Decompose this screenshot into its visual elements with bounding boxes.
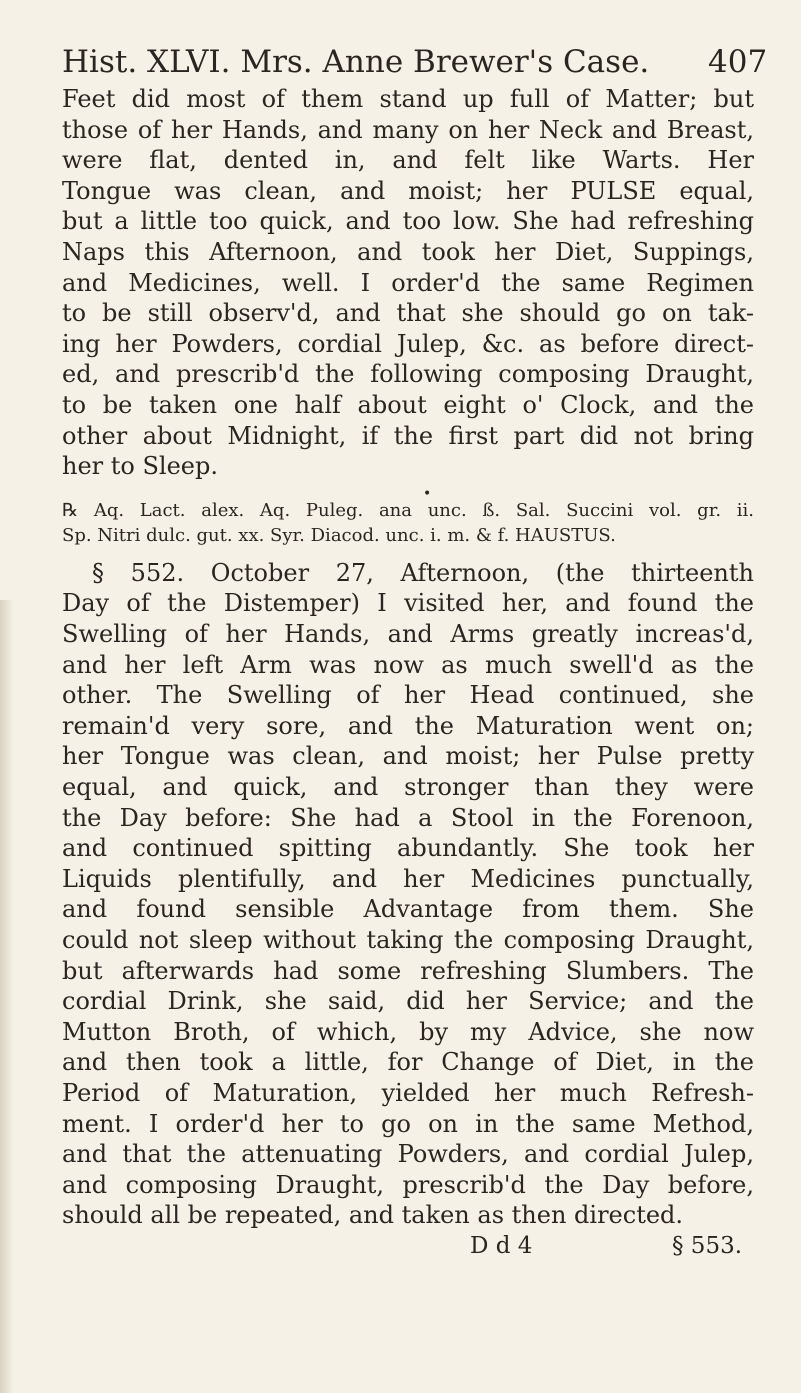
section-line: Day of the Distemper) I visited her, and found the <box>62 589 754 618</box>
section-line: Period of Maturation, yielded her much Refresh- <box>62 1079 754 1107</box>
prescription-line: ℞ Aq. Lact. alex. Aq. Puleg. ana unc. ß. Sal. Succini vol. gr. ii. <box>62 499 754 521</box>
body-line: were flat, dented in, and felt like Warts. Her <box>62 146 754 175</box>
section-line: Liquids plentifully, and her Medicines punctually, <box>62 864 754 893</box>
section-line: other. The Swelling of her Head continued, she <box>62 681 754 710</box>
running-head-title: Hist. XLVI. Mrs. Anne Brewer's Case. <box>62 44 650 80</box>
body-line: Naps this Afternoon, and took her Diet, Suppings, <box>62 238 754 266</box>
body-line: and Medicines, well. I order'd the same Regimen <box>62 268 754 297</box>
body-line: to be taken one half about eight o' Clock, and the <box>62 391 754 419</box>
page-number: 407 <box>708 44 768 80</box>
section-line: cordial Drink, she said, did her Service; and the <box>62 987 754 1016</box>
section-line: and her left Arm was now as much swell'd as the <box>62 650 754 679</box>
section-line: and continued spitting abundantly. She took her <box>62 834 754 863</box>
body-line: other about Midnight, if the first part did not bring <box>62 421 754 450</box>
body-line: Feet did most of them stand up full of Matter; but <box>62 85 754 113</box>
section-line: and found sensible Advantage from them. She <box>62 895 754 924</box>
section-line: her Tongue was clean, and moist; her Pulse pretty <box>62 742 754 771</box>
section-line: could not sleep without taking the composing Draught, <box>62 926 754 954</box>
signature-mark: D d 4 <box>470 1233 533 1259</box>
body-line: ing her Powders, cordial Julep, &c. as before direct- <box>62 329 754 358</box>
catchword: § 553. <box>672 1233 743 1259</box>
section-line: but afterwards had some refreshing Slumbers. The <box>62 956 754 985</box>
section-line: ment. I order'd her to go on in the same Method, <box>62 1109 754 1138</box>
section-line: the Day before: She had a Stool in the Forenoon, <box>62 803 754 832</box>
section-line: Mutton Broth, of which, by my Advice, she now <box>62 1017 754 1046</box>
section-line: and then took a little, for Change of Diet, in the <box>62 1048 754 1077</box>
page-edge-shadow <box>0 600 14 1393</box>
section-line: and that the attenuating Powders, and cordial Julep, <box>62 1140 754 1169</box>
section-line: § 552. October 27, Afternoon, (the thirteenth <box>92 558 754 587</box>
body-line: her to Sleep. <box>62 452 218 481</box>
section-line: equal, and quick, and stronger than they were <box>62 773 754 801</box>
section-line: and composing Draught, prescrib'd the Day before, <box>62 1170 754 1199</box>
body-line: ed, and prescrib'd the following composing Draught, <box>62 360 754 389</box>
body-line: but a little too quick, and too low. She had refreshing <box>62 207 754 236</box>
body-line: Tongue was clean, and moist; her PULSE equal, <box>62 176 754 205</box>
prescription-line: Sp. Nitri dulc. gut. xx. Syr. Diacod. unc. i. m. & f. HAUSTUS. <box>62 524 616 546</box>
section-line: remain'd very sore, and the Maturation went on; <box>62 711 754 740</box>
stray-mark: • <box>423 485 432 502</box>
body-line: those of her Hands, and many on her Neck and Breast, <box>62 115 754 144</box>
section-line: should all be repeated, and taken as then directed. <box>62 1201 684 1230</box>
body-line: to be still observ'd, and that she should go on tak- <box>62 299 754 328</box>
section-line: Swelling of her Hands, and Arms greatly increas'd, <box>62 620 754 648</box>
